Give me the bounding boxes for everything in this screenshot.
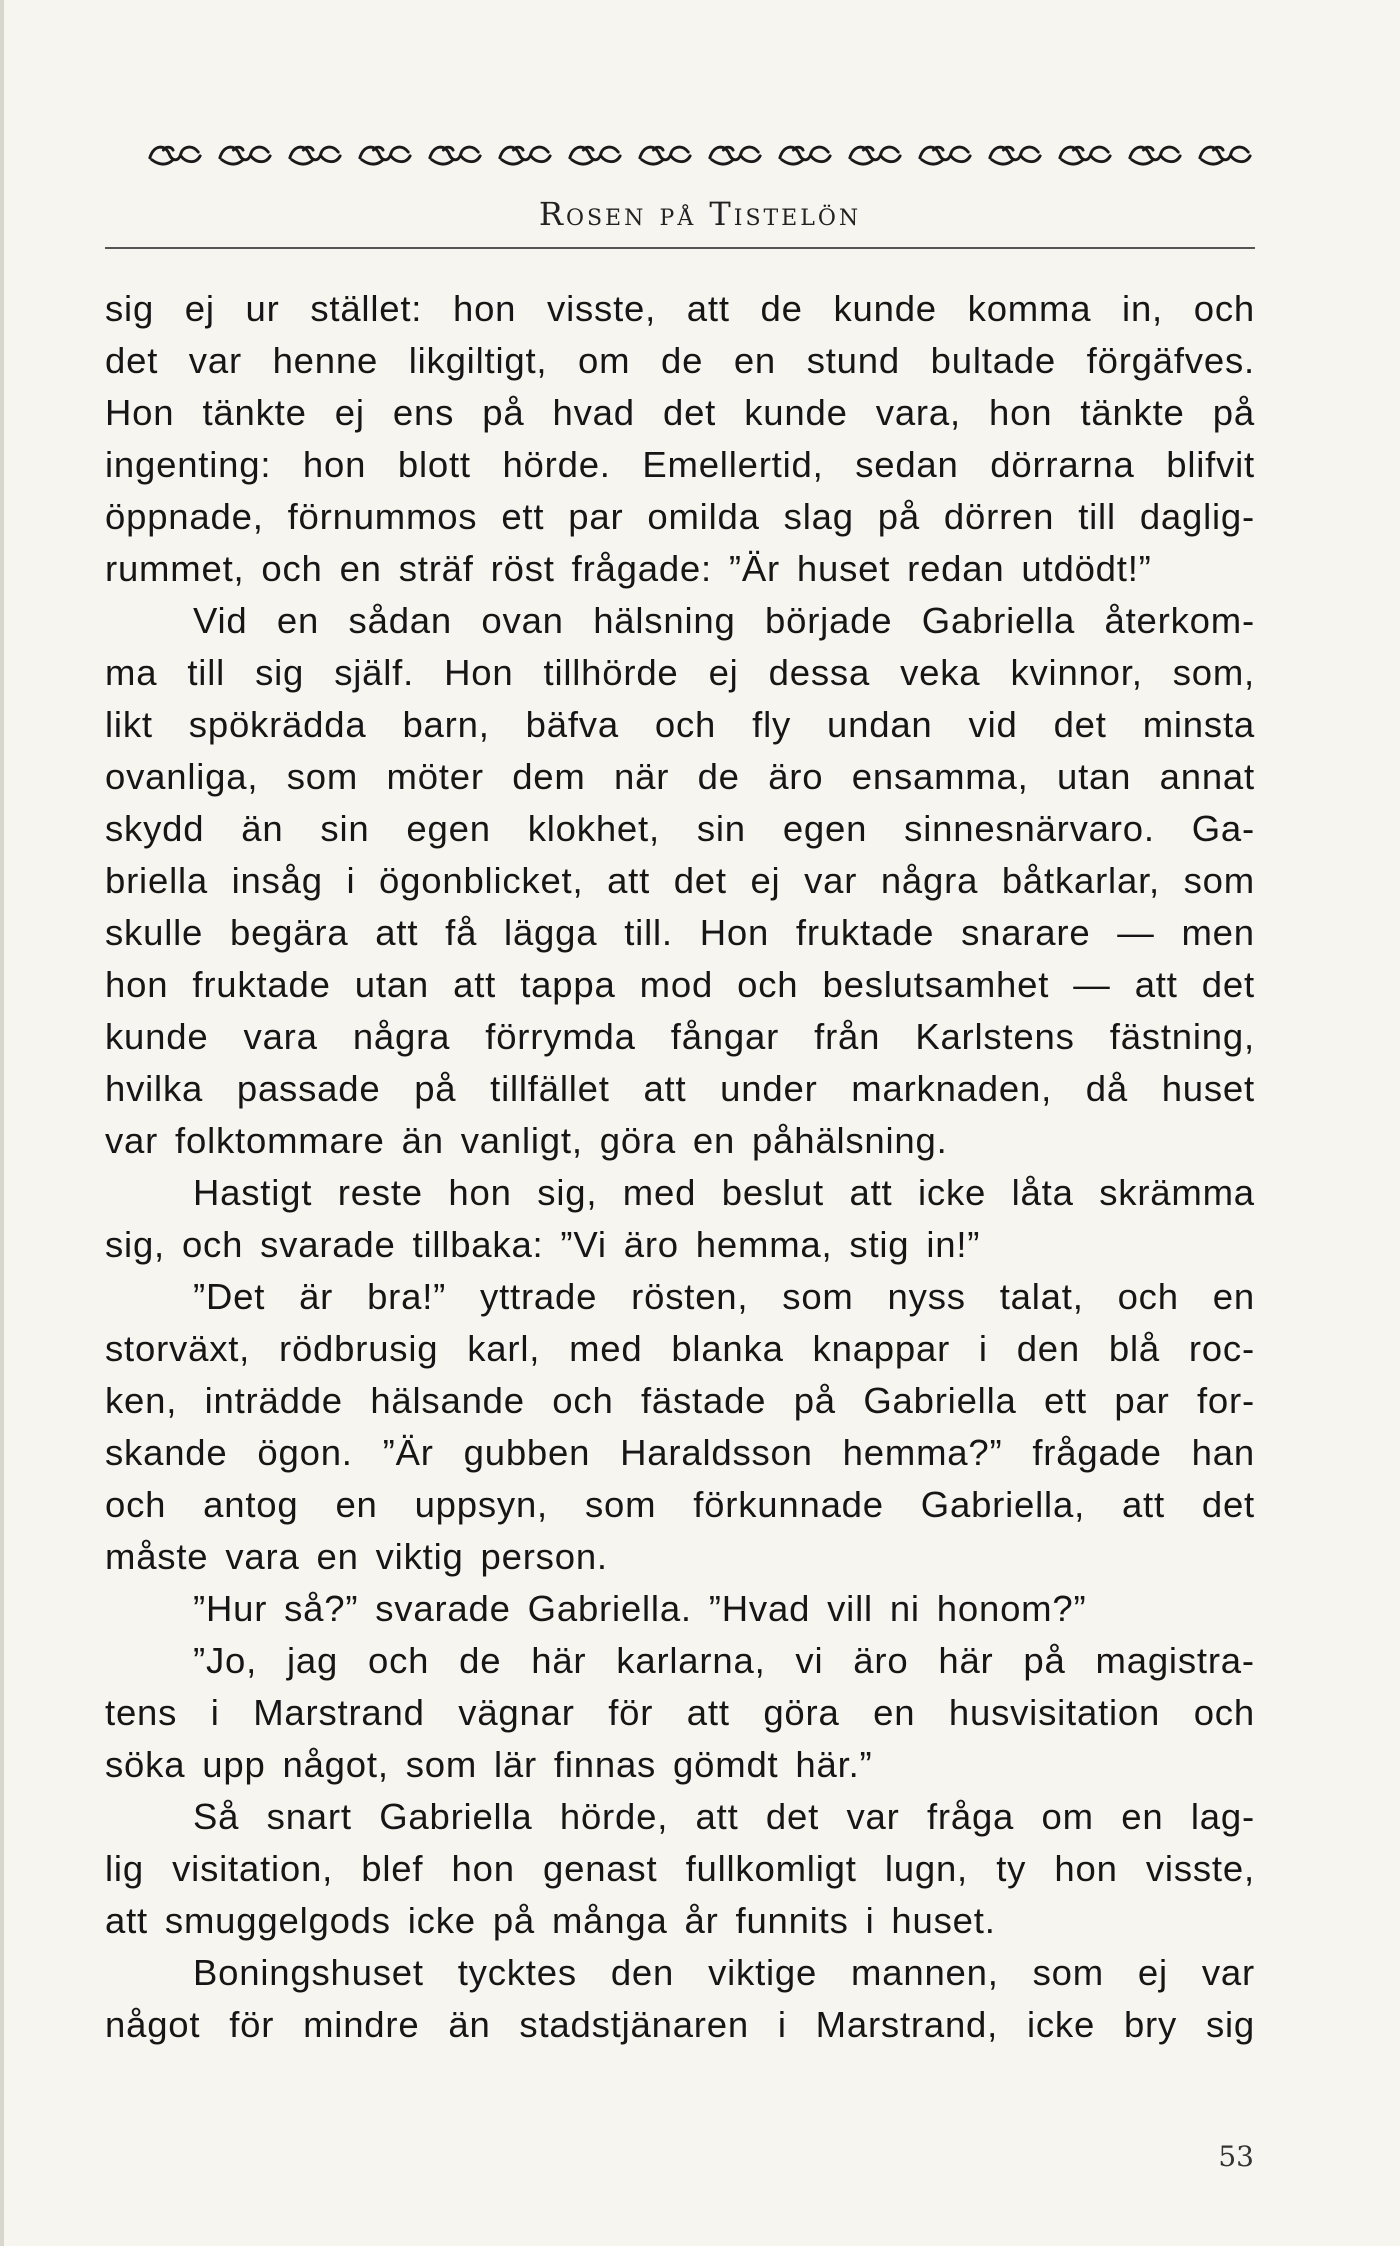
- text-line: kunde vara några förrymda fångar från Karlstens fästning,: [105, 1016, 1255, 1057]
- text-line: sig ej ur stället: hon visste, att de kunde komma in, och: [105, 288, 1255, 329]
- text-line: och antog en uppsyn, som förkunnade Gabriella, att det: [105, 1484, 1255, 1525]
- text-line: ovanliga, som möter dem när de äro ensamma, utan annat: [105, 756, 1255, 797]
- scroll-ornament-icon: [1126, 136, 1184, 170]
- text-line: hon fruktade utan att tappa mod och beslutsamhet — att det: [105, 964, 1255, 1005]
- scroll-ornament-icon: [846, 136, 904, 170]
- text-line: ingenting: hon blott hörde. Emellertid, sedan dörrarna blifvit: [105, 444, 1255, 485]
- text-line: hvilka passade på tillfället att under marknaden, då huset: [105, 1068, 1255, 1109]
- scroll-ornament-icon: [286, 136, 344, 170]
- text-line: måste vara en viktig person.: [105, 1536, 608, 1577]
- page-left-edge: [0, 0, 4, 2246]
- text-line: Hon tänkte ej ens på hvad det kunde vara, hon tänkte på: [105, 392, 1255, 433]
- text-line: lig visitation, blef hon genast fullkomligt lugn, ty hon visste,: [105, 1848, 1255, 1889]
- text-line: briella insåg i ögonblicket, att det ej var några båtkarlar, som: [105, 860, 1255, 901]
- text-line: ken, inträdde hälsande och fästade på Gabriella ett par for-: [105, 1380, 1255, 1421]
- text-line: var folktommare än vanligt, göra en påhälsning.: [105, 1120, 948, 1161]
- text-line: något för mindre än stadstjänaren i Marstrand, icke bry sig: [105, 2004, 1255, 2045]
- text-line: det var henne likgiltigt, om de en stund bultade förgäfves.: [105, 340, 1255, 381]
- scroll-ornament-icon: [776, 136, 834, 170]
- text-line: skande ögon. ”Är gubben Haraldsson hemma?” frågade han: [105, 1432, 1255, 1473]
- text-line: Hastigt reste hon sig, med beslut att icke låta skrämma: [193, 1172, 1255, 1213]
- decorative-ornament-band: [146, 133, 1254, 173]
- text-line: ”Jo, jag och de här karlarna, vi äro här på magistra-: [193, 1640, 1255, 1681]
- scroll-ornament-icon: [146, 136, 204, 170]
- text-line: Så snart Gabriella hörde, att det var fråga om en lag-: [193, 1796, 1255, 1837]
- text-line: skulle begära att få lägga till. Hon fruktade snarare — men: [105, 912, 1255, 953]
- scroll-ornament-icon: [916, 136, 974, 170]
- text-line: öppnade, förnummos ett par omilda slag på dörren till daglig-: [105, 496, 1255, 537]
- scroll-ornament-icon: [986, 136, 1044, 170]
- text-line: likt spökrädda barn, bäfva och fly undan vid det minsta: [105, 704, 1255, 745]
- text-line: söka upp något, som lär finnas gömdt här.”: [105, 1744, 873, 1785]
- page-number: 53: [1218, 2140, 1254, 2173]
- scroll-ornament-icon: [356, 136, 414, 170]
- header-rule: [105, 247, 1255, 249]
- text-line: att smuggelgods icke på många år funnits i huset.: [105, 1900, 996, 1941]
- scroll-ornament-icon: [1196, 136, 1254, 170]
- body-text: [105, 283, 1255, 2051]
- scroll-ornament-icon: [426, 136, 484, 170]
- text-line: sig, och svarade tillbaka: ”Vi äro hemma, stig in!”: [105, 1224, 981, 1265]
- text-line: rummet, och en sträf röst frågade: ”Är huset redan utdödt!”: [105, 548, 1152, 589]
- text-line: ”Det är bra!” yttrade rösten, som nyss talat, och en: [193, 1276, 1255, 1317]
- scroll-ornament-icon: [566, 136, 624, 170]
- text-line: Boningshuset tycktes den viktige mannen, som ej var: [193, 1952, 1255, 1993]
- scroll-ornament-icon: [636, 136, 694, 170]
- text-line: tens i Marstrand vägnar för att göra en husvisitation och: [105, 1692, 1255, 1733]
- scroll-ornament-icon: [1056, 136, 1114, 170]
- scroll-ornament-icon: [496, 136, 554, 170]
- text-line: storväxt, rödbrusig karl, med blanka knappar i den blå roc-: [105, 1328, 1255, 1369]
- text-line: ”Hur så?” svarade Gabriella. ”Hvad vill ni honom?”: [193, 1588, 1087, 1629]
- text-line: ma till sig själf. Hon tillhörde ej dessa veka kvinnor, som,: [105, 652, 1255, 693]
- scroll-ornament-icon: [216, 136, 274, 170]
- text-line: Vid en sådan ovan hälsning började Gabriella återkom-: [193, 600, 1255, 641]
- text-line: skydd än sin egen klokhet, sin egen sinnesnärvaro. Ga-: [105, 808, 1255, 849]
- running-head: Rosen på Tistelön: [538, 195, 862, 233]
- scroll-ornament-icon: [706, 136, 764, 170]
